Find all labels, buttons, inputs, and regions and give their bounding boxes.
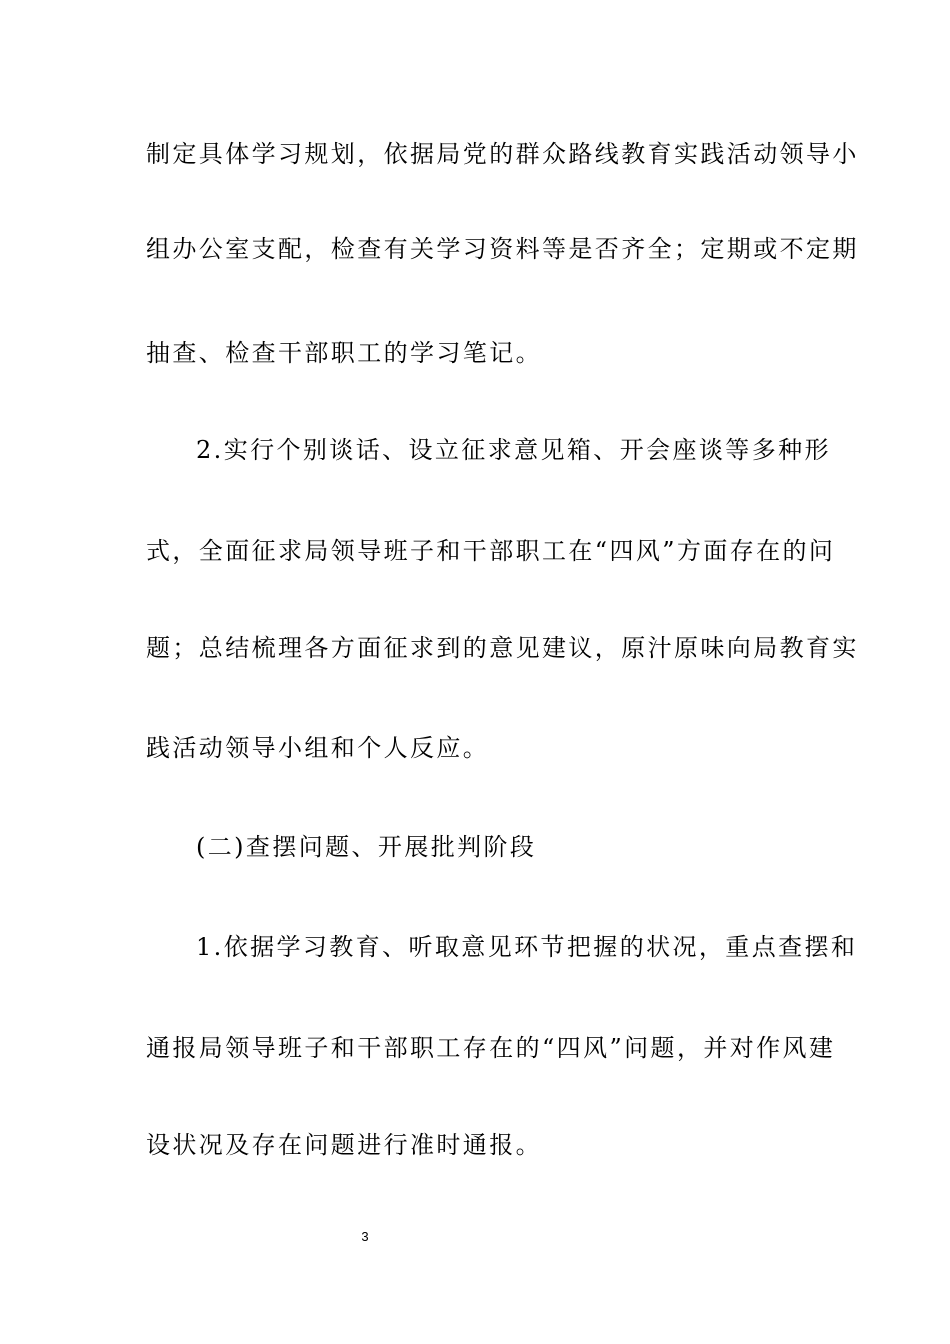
paragraph-1-line-3: 抽查、检查干部职工的学习笔记。	[146, 339, 542, 367]
paragraph-2-line-3: 题；总结梳理各方面征求到的意见建议，原汁原味向局教育实	[146, 634, 859, 662]
paragraph-1-line-1: 制定具体学习规划，依据局党的群众路线教育实践活动领导小	[146, 140, 859, 168]
paragraph-3-line-3: 设状况及存在问题进行准时通报。	[146, 1131, 542, 1159]
paragraph-2-line-2: 式，全面征求局领导班子和干部职工在“四风”方面存在的问	[146, 537, 836, 565]
paragraph-2-line-1: 2.实行个别谈话、设立征求意见箱、开会座谈等多种形	[196, 436, 831, 464]
section-heading: (二)查摆问题、开展批判阶段	[196, 833, 537, 861]
paragraph-1-line-2: 组办公室支配，检查有关学习资料等是否齐全；定期或不定期	[146, 235, 859, 263]
paragraph-2-line-4: 践活动领导小组和个人反应。	[146, 734, 490, 762]
page-number: 3	[361, 1229, 369, 1244]
paragraph-3-line-2: 通报局领导班子和干部职工存在的“四风”问题，并对作风建	[146, 1034, 836, 1062]
paragraph-3-line-1: 1.依据学习教育、听取意见环节把握的状况，重点查摆和	[196, 933, 858, 961]
